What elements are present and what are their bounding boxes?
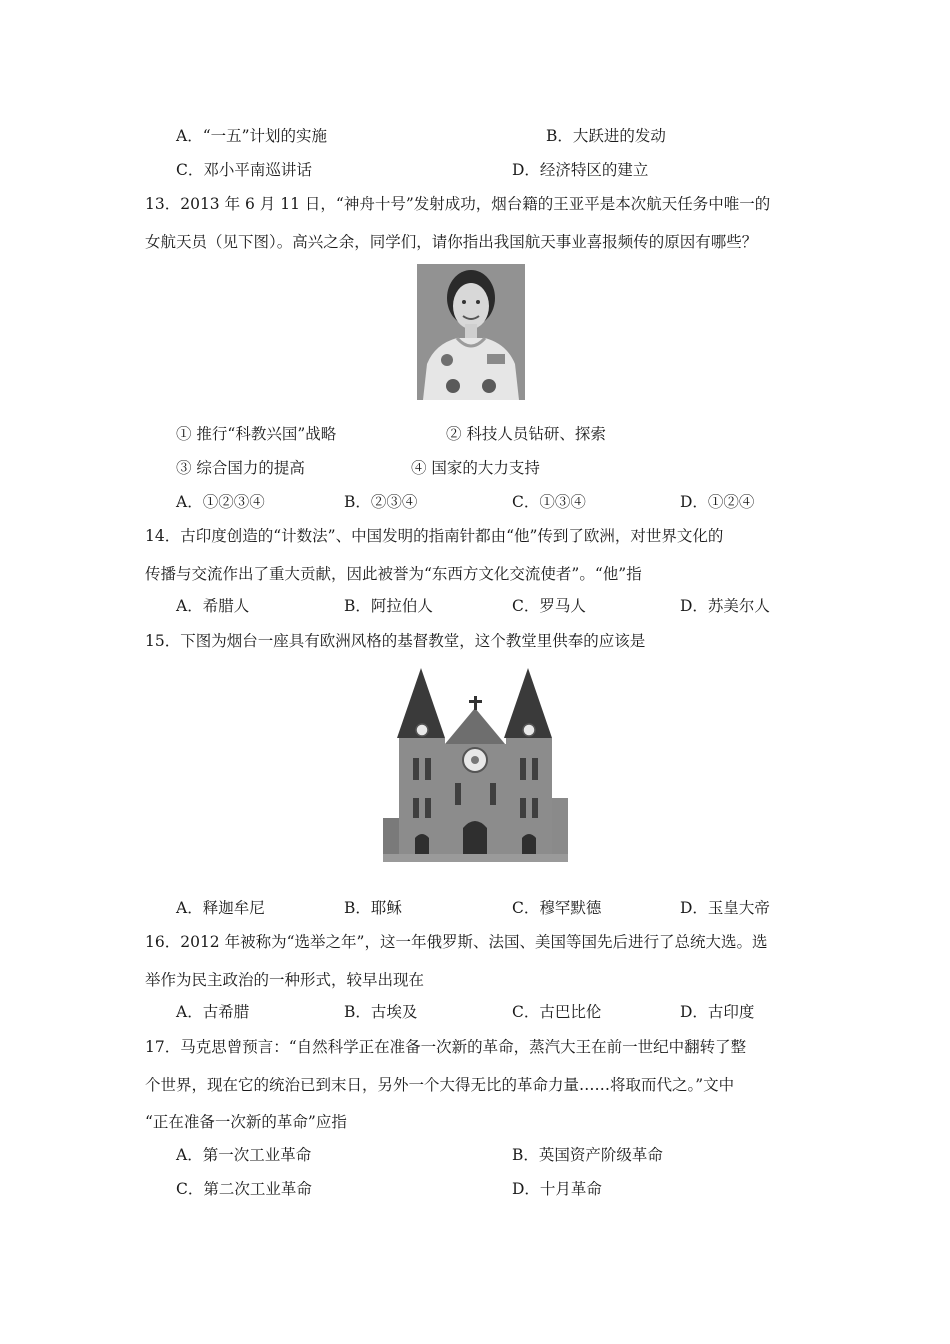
q17-option-b: B．英国资产阶级革命 bbox=[512, 1146, 663, 1164]
q12-option-a: A．“一五”计划的实施 bbox=[176, 127, 328, 145]
q13-option-b: B．②③④ bbox=[344, 493, 418, 511]
q14-stem-line2: 传播与交流作出了重大贡献，因此被誉为“东西方文化交流使者”。“他”指 bbox=[145, 565, 642, 583]
q13-item-2: ② 科技人员钻研、探索 bbox=[446, 425, 606, 443]
q13-item-1: ① 推行“科教兴国”战略 bbox=[176, 425, 337, 443]
q13-item-4: ④ 国家的大力支持 bbox=[411, 459, 540, 477]
q16-option-c: C．古巴比伦 bbox=[512, 1003, 602, 1021]
q17-option-a: A．第一次工业革命 bbox=[176, 1146, 312, 1164]
q14-option-a: A．希腊人 bbox=[176, 597, 250, 615]
q17-stem-line3: “正在准备一次新的革命”应指 bbox=[145, 1113, 347, 1131]
q14-stem-line1: 14．古印度创造的“计数法”、中国发明的指南针都由“他”传到了欧洲，对世界文化的 bbox=[145, 527, 724, 545]
q17-option-c: C．第二次工业革命 bbox=[176, 1180, 312, 1198]
q15-option-a: A．释迦牟尼 bbox=[176, 899, 265, 917]
q12-option-d: D．经济特区的建立 bbox=[512, 161, 649, 179]
q12-option-b: B．大跃进的发动 bbox=[546, 127, 666, 145]
q13-option-a: A．①②③④ bbox=[176, 493, 265, 511]
q17-option-d: D．十月革命 bbox=[512, 1180, 602, 1198]
q16-stem-line1: 16．2012 年被称为“选举之年”，这一年俄罗斯、法国、美国等国先后进行了总统大选。选 bbox=[145, 933, 768, 951]
church-photo bbox=[383, 668, 568, 862]
q17-stem-line1: 17．马克思曾预言：“自然科学正在准备一次新的革命，蒸汽大王在前一世纪中翻转了整 bbox=[145, 1038, 747, 1056]
q15-option-d: D．玉皇大帝 bbox=[680, 899, 770, 917]
q14-option-c: C．罗马人 bbox=[512, 597, 586, 615]
q16-option-a: A．古希腊 bbox=[176, 1003, 250, 1021]
q14-option-b: B．阿拉伯人 bbox=[344, 597, 433, 615]
q17-stem-line2: 个世界，现在它的统治已到末日，另外一个大得无比的革命力量……将取而代之。”文中 bbox=[145, 1076, 735, 1094]
q15-option-b: B．耶稣 bbox=[344, 899, 402, 917]
q16-option-d: D．古印度 bbox=[680, 1003, 755, 1021]
q16-option-b: B．古埃及 bbox=[344, 1003, 418, 1021]
q13-item-3: ③ 综合国力的提高 bbox=[176, 459, 305, 477]
q16-stem-line2: 举作为民主政治的一种形式，较早出现在 bbox=[145, 971, 425, 989]
astronaut-photo bbox=[417, 264, 525, 400]
q13-option-c: C．①③④ bbox=[512, 493, 586, 511]
q12-option-c: C．邓小平南巡讲话 bbox=[176, 161, 312, 179]
q15-stem-line1: 15．下图为烟台一座具有欧洲风格的基督教堂，这个教堂里供奉的应该是 bbox=[145, 632, 646, 650]
q13-stem-line1: 13．2013 年 6 月 11 日，“神舟十号”发射成功，烟台籍的王亚平是本次航天任务中唯一的 bbox=[145, 195, 771, 213]
q13-option-d: D．①②④ bbox=[680, 493, 755, 511]
q13-stem-line2: 女航天员（见下图）。高兴之余，同学们，请你指出我国航天事业喜报频传的原因有哪些？ bbox=[145, 233, 758, 251]
q15-option-c: C．穆罕默德 bbox=[512, 899, 602, 917]
q14-option-d: D．苏美尔人 bbox=[680, 597, 770, 615]
